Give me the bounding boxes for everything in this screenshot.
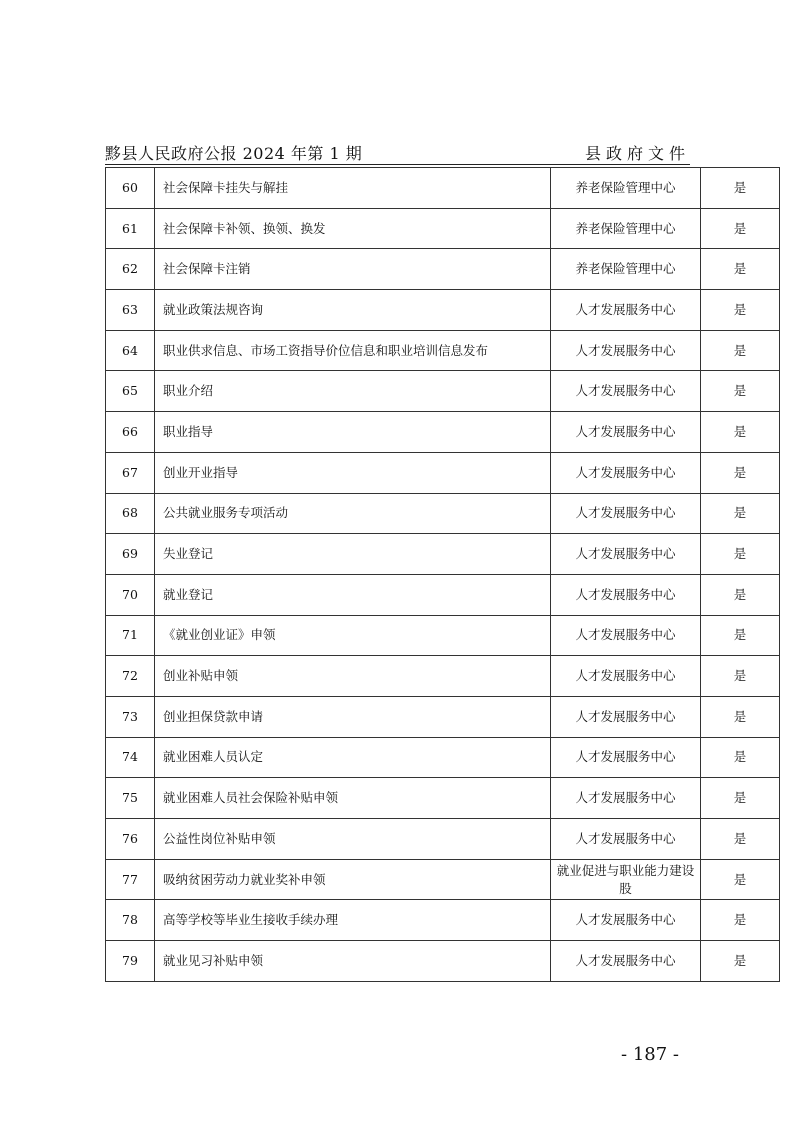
- service-item: 职业指导: [155, 412, 551, 453]
- table-row: [106, 452, 780, 493]
- flag-cell: 是: [701, 778, 780, 819]
- row-number: 72: [106, 656, 155, 697]
- service-items-table: [105, 167, 780, 982]
- service-item: 《就业创业证》申领: [155, 615, 551, 656]
- department: 人才发展服务中心: [551, 656, 701, 697]
- department: 人才发展服务中心: [551, 412, 701, 453]
- row-number: 66: [106, 412, 155, 453]
- department: 人才发展服务中心: [551, 574, 701, 615]
- row-number: 71: [106, 615, 155, 656]
- department: 人才发展服务中心: [551, 290, 701, 331]
- flag-cell: 是: [701, 412, 780, 453]
- table-row: [106, 249, 780, 290]
- flag-cell: 是: [701, 656, 780, 697]
- row-number: 76: [106, 819, 155, 860]
- row-number: 61: [106, 208, 155, 249]
- table-row: [106, 290, 780, 331]
- department: 养老保险管理中心: [551, 249, 701, 290]
- department: 人才发展服务中心: [551, 534, 701, 575]
- row-number: 62: [106, 249, 155, 290]
- service-item: 就业登记: [155, 574, 551, 615]
- service-item: 高等学校等毕业生接收手续办理: [155, 900, 551, 941]
- department: 人才发展服务中心: [551, 452, 701, 493]
- table-row: [106, 941, 780, 982]
- service-item: 就业困难人员社会保险补贴申领: [155, 778, 551, 819]
- table-row: [106, 493, 780, 534]
- flag-cell: 是: [701, 574, 780, 615]
- flag-cell: 是: [701, 534, 780, 575]
- service-item: 创业补贴申领: [155, 656, 551, 697]
- department: 人才发展服务中心: [551, 696, 701, 737]
- flag-cell: 是: [701, 330, 780, 371]
- department: 人才发展服务中心: [551, 330, 701, 371]
- service-item: 创业担保贷款申请: [155, 696, 551, 737]
- flag-cell: 是: [701, 819, 780, 860]
- department: 人才发展服务中心: [551, 941, 701, 982]
- table-row: [106, 696, 780, 737]
- service-item: 职业介绍: [155, 371, 551, 412]
- service-item: 吸纳贫困劳动力就业奖补申领: [155, 859, 551, 900]
- service-item: 公共就业服务专项活动: [155, 493, 551, 534]
- department: 人才发展服务中心: [551, 371, 701, 412]
- row-number: 69: [106, 534, 155, 575]
- service-item: 职业供求信息、市场工资指导价位信息和职业培训信息发布: [155, 330, 551, 371]
- table-row: [106, 656, 780, 697]
- flag-cell: 是: [701, 371, 780, 412]
- department: 人才发展服务中心: [551, 615, 701, 656]
- service-item: 社会保障卡挂失与解挂: [155, 168, 551, 209]
- department: 养老保险管理中心: [551, 168, 701, 209]
- flag-cell: 是: [701, 493, 780, 534]
- department: 养老保险管理中心: [551, 208, 701, 249]
- flag-cell: 是: [701, 859, 780, 900]
- row-number: 75: [106, 778, 155, 819]
- section-title: 县政府文件: [584, 144, 690, 163]
- flag-cell: 是: [701, 696, 780, 737]
- row-number: 63: [106, 290, 155, 331]
- table-row: [106, 371, 780, 412]
- flag-cell: 是: [701, 615, 780, 656]
- table-row: [106, 900, 780, 941]
- service-item: 就业见习补贴申领: [155, 941, 551, 982]
- service-item: 社会保障卡注销: [155, 249, 551, 290]
- service-item: 创业开业指导: [155, 452, 551, 493]
- flag-cell: 是: [701, 168, 780, 209]
- bulletin-title: 黟县人民政府公报 2024 年第 1 期: [105, 144, 363, 163]
- row-number: 77: [106, 859, 155, 900]
- service-item: 社会保障卡补领、换领、换发: [155, 208, 551, 249]
- department: 人才发展服务中心: [551, 819, 701, 860]
- table-row: [106, 574, 780, 615]
- department: 人才发展服务中心: [551, 737, 701, 778]
- service-item: 失业登记: [155, 534, 551, 575]
- flag-cell: 是: [701, 941, 780, 982]
- row-number: 79: [106, 941, 155, 982]
- flag-cell: 是: [701, 208, 780, 249]
- service-item: 就业政策法规咨询: [155, 290, 551, 331]
- row-number: 73: [106, 696, 155, 737]
- table-row: [106, 615, 780, 656]
- flag-cell: 是: [701, 249, 780, 290]
- department: 人才发展服务中心: [551, 493, 701, 534]
- table-row: [106, 737, 780, 778]
- row-number: 74: [106, 737, 155, 778]
- table-row: [106, 778, 780, 819]
- row-number: 65: [106, 371, 155, 412]
- page-number: - 187 -: [621, 1044, 679, 1065]
- flag-cell: 是: [701, 290, 780, 331]
- table-row: [106, 168, 780, 209]
- flag-cell: 是: [701, 900, 780, 941]
- header-rule: [105, 164, 690, 165]
- row-number: 60: [106, 168, 155, 209]
- table-row: [106, 534, 780, 575]
- row-number: 68: [106, 493, 155, 534]
- running-header: [105, 141, 690, 163]
- table-row: [106, 412, 780, 453]
- row-number: 78: [106, 900, 155, 941]
- table-row: [106, 330, 780, 371]
- department: 人才发展服务中心: [551, 900, 701, 941]
- service-item: 公益性岗位补贴申领: [155, 819, 551, 860]
- department: 人才发展服务中心: [551, 778, 701, 819]
- table-row: [106, 208, 780, 249]
- table-row: [106, 819, 780, 860]
- row-number: 64: [106, 330, 155, 371]
- service-item: 就业困难人员认定: [155, 737, 551, 778]
- row-number: 70: [106, 574, 155, 615]
- row-number: 67: [106, 452, 155, 493]
- table-row: [106, 859, 780, 900]
- flag-cell: 是: [701, 737, 780, 778]
- department: 就业促进与职业能力建设股: [551, 859, 701, 900]
- table-body: [106, 168, 780, 982]
- flag-cell: 是: [701, 452, 780, 493]
